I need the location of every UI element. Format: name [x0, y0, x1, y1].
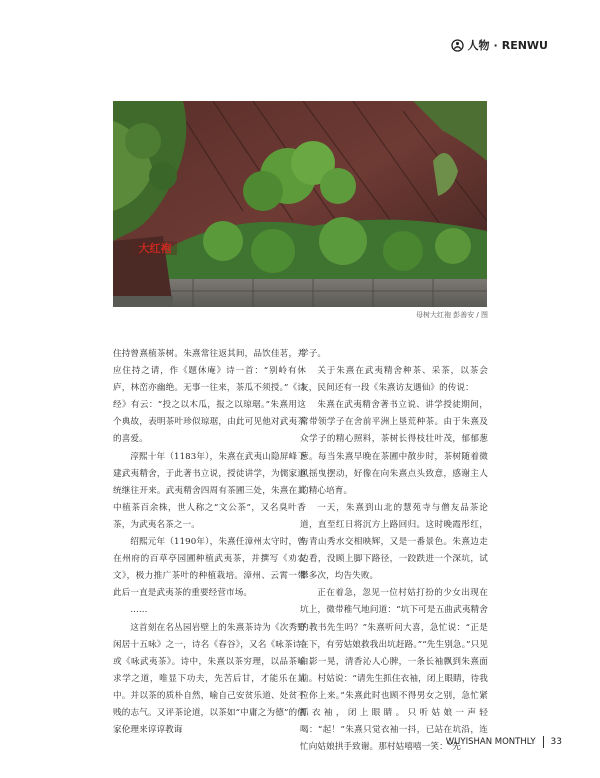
brand-cn: 人物	[467, 39, 490, 52]
brand-separator: ·	[493, 38, 498, 52]
left-paragraph-2: 淳熙十年（1183年），朱熹在武夷山隐屏峰下建武夷精舍，于此著书立说，授徒讲学，为儒家道统继往开来。武夷精舍四周有茶圃三处，朱熹在其中植茶百余株，世人称之“文公茶”，又名臭叶香茶，为武夷名茶之一。	[113, 451, 306, 530]
left-column	[113, 346, 306, 739]
people-logo-icon	[451, 39, 464, 52]
right-paragraph-4: 一天，朱熹到山北的慧苑寺与僧友品茶论道，直至红日将沉方上路回归。这时晚霞彤红，与青山秀水交相映辉，又是一番景色。朱熹边走边看，没顾上脚下路径，一跤跌进一个深坑，试攀多次，均告失败。	[300, 502, 488, 582]
left-paragraph-4: 这首刻在名丛园岩壁上的朱熹茶诗为《次秀野闲居十五咏》之一，诗名《春谷》，又名《咏茶诗》或《咏武夷茶》。诗中，朱熹以茶穷理，以品茶喻求学之道，唯显下功夫，先苦后甘，才能乐在其中。并以茶的质朴自然，喻自己安贫乐道、处贫不贱的志气。又评茶论道，以茶如“中庸之为德”的儒家伦理来谆谆教诲	[113, 622, 306, 736]
photo-caption: 母树大红袍 彭善安 / 图	[415, 311, 488, 319]
brand-en: RENWU	[501, 38, 548, 52]
right-column	[300, 346, 488, 756]
footer-divider	[543, 736, 544, 748]
tea-tree-photo	[113, 101, 487, 307]
magazine-name: WUYISHAN MONTHLY	[445, 737, 536, 747]
left-paragraph-1: 住持曾熹植茶树。朱熹常往返其间，品饮佳茗，并应住持之请，作《题休庵》诗一首：“别岭有休庐，林峦亦幽绝。无事一往来，茶瓜不须授。”《诗经》有云：“投之以木瓜，报之以琼琚。”朱熹用这个典故，表明茶叶珍似琼琚，由此可见他对武夷茶的喜爱。	[113, 349, 306, 445]
page-number: 33	[550, 737, 562, 747]
page-footer	[446, 736, 562, 748]
left-paragraph-3: 绍熙元年（1190年），朱熹任漳州太守时，曾在州府的百草亭园圃种植武夷茶，并撰写《劝农文》，极力推广茶叶的种植栽培。漳州、云霄一带此后一直是武夷茶的重要经营市场。	[113, 537, 306, 599]
inscription-text: 大红袍	[138, 242, 172, 255]
left-ellipsis: ……	[130, 605, 148, 616]
right-paragraph-5: 正在着急，忽见一位村姑打扮的少女出现在坑上，微带稚气地问道：“坑下可是五曲武夷精舍的教书先生吗？”朱熹听问大喜，急忙说：“正是在下，有劳姑娘救我出坑赶路。”“先生别急。”只见白影一晃，清香沁人心脾，一条长袖飘到朱熹面前。村姑说：“请先生抓住衣袖，闭上眼睛，待我拉你上来。”朱熹此时也顾不得男女之别，急忙紧抓衣袖，闭上眼睛。只听姑娘一声轻喝：“起！”朱熹只觉衣袖一抖，已站在坑沿，连忙向姑娘拱手致谢。那村姑嘻嘻一笑：“先	[300, 588, 488, 753]
right-paragraph-3: 朱熹在武夷精舍著书立说、讲学授徒期间，常带领学子在舍前平洲上垦荒种茶。由于朱熹及众学子的精心照料，茶树长得枝壮叶茂，郁郁葱葱。每当朱熹早晚在茶圃中散步时，茶树随着微风摇曳摆动，好像在向朱熹点头致意，感谢主人的精心培育。	[300, 400, 488, 496]
magazine-brand	[451, 37, 548, 53]
right-paragraph-2: 关于朱熹在武夷精舍种茶、采茶，以茶会友，民间还有一段《朱熹访友遇仙》的传说：	[300, 366, 488, 394]
right-paragraph-1: 学子。	[300, 349, 327, 359]
